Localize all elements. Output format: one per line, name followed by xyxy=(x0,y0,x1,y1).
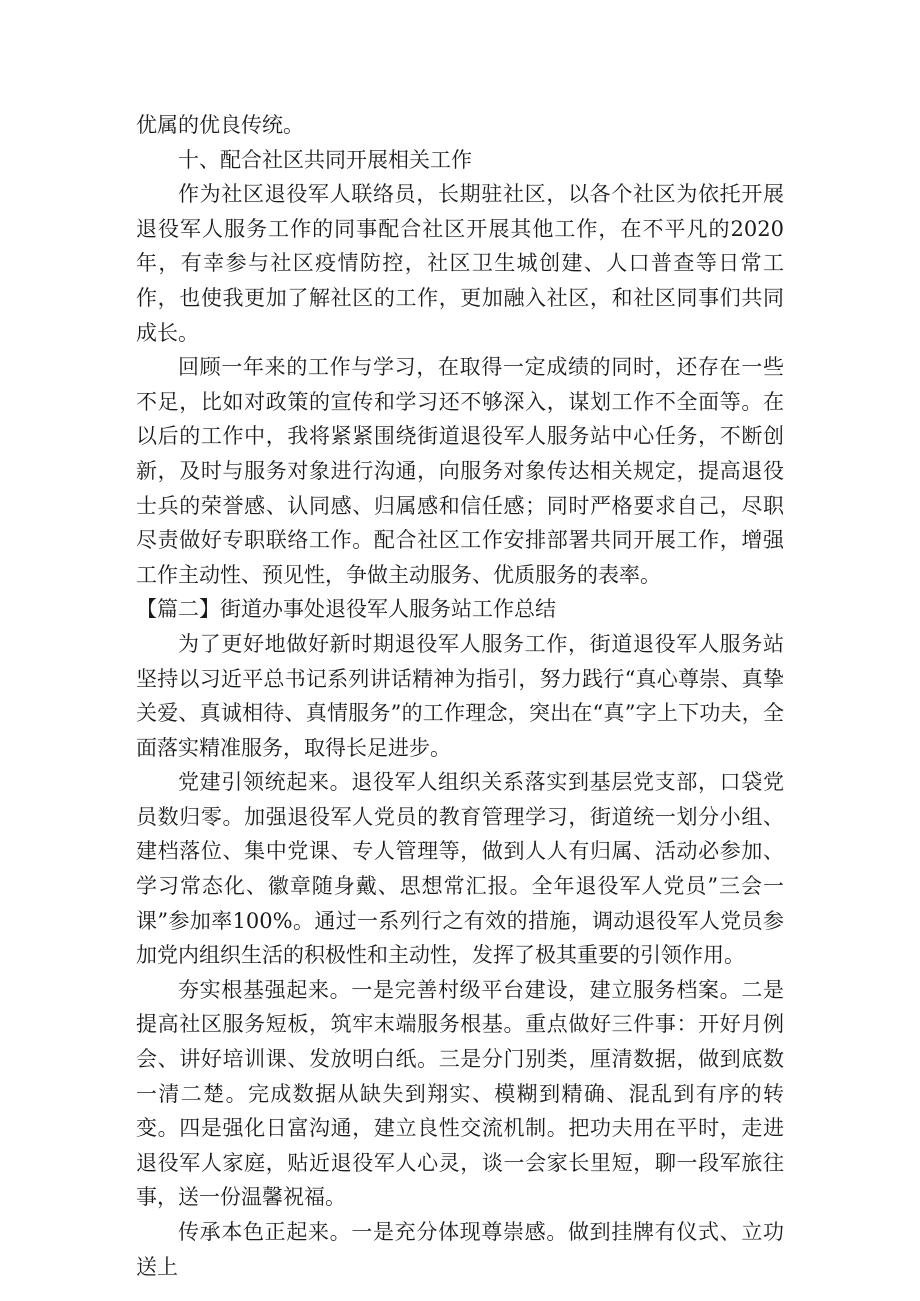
paragraph-community-liaison: 作为社区退役军人联络员，长期驻社区，以各个社区为依托开展退役军人服务工作的同事配合社区开展其他工作，在不平凡的2020年，有幸参与社区疫情防控，社区卫生城创建、人口普查等日常工作，也使我更加了解社区的工作，更加融入社区，和社区同事们共同成长。 xyxy=(136,182,784,345)
document-body xyxy=(136,108,784,1284)
paragraph-continuation: 优属的优良传统。 xyxy=(136,113,304,137)
paragraph-party-building: 党建引领统起来。退役军人组织关系落实到基层党支部，口袋党员数归零。加强退役军人党员的教育管理学习，街道统一划分小组、建档落位、集中党课、专人管理等，做到人人有归属、活动必参加、学习常态化、徽章随身戴、思想常汇报。全年退役军人党员”三会一课”参加率100%。通过一系列行之有效的措施，调动退役军人党员参加党内组织生活的积极性和主动性，发挥了极其重要的引领作用。 xyxy=(136,770,784,968)
paragraph-heritage: 传承本色正起来。一是充分体现尊崇感。做到挂牌有仪式、立功送上 xyxy=(136,1220,784,1279)
section-heading-ten: 十、配合社区共同开展相关工作 xyxy=(178,147,472,172)
paragraph-review: 回顾一年来的工作与学习，在取得一定成绩的同时，还存在一些不足，比如对政策的宣传和学习还不够深入，谋划工作不全面等。在以后的工作中，我将紧紧围绕街道退役军人服务站中心任务，不断创新，及时与服务对象进行沟通，向服务对象传达相关规定，提高退役士兵的荣誉感、认同感、归属感和信任感；同时严格要求自己，尽职尽责做好专职联络工作。配合社区工作安排部署共同开展工作，增强工作主动性、预见性，争做主动服务、优质服务的表率。 xyxy=(136,355,784,587)
paragraph-foundation: 夯实根基强起来。一是完善村级平台建设，建立服务档案。二是提高社区服务短板，筑牢末端服务根基。重点做好三件事：开好月例会、讲好培训课、发放明白纸。三是分门别类，厘清数据，做到底数一清二楚。完成数据从缺失到翔实、模糊到精确、混乱到有序的转变。四是强化日富沟通，建立良性交流机制。把功夫用在平时，走进退役军人家庭，贴近退役军人心灵，谈一会家长里短，聊一段军旅往事，送一份温馨祝福。 xyxy=(136,977,784,1210)
paragraph-intro: 为了更好地做好新时期退役军人服务工作，街道退役军人服务站坚持以习近平总书记系列讲话精神为指引，努力践行“真心尊崇、真挚关爱、真诚相待、真情服务”的工作理念，突出在“真”字上下功夫，全面落实精准服务，取得长足进步。 xyxy=(136,631,784,760)
section-title-part-two: 【篇二】街道办事处退役军人服务站工作总结 xyxy=(136,597,556,622)
